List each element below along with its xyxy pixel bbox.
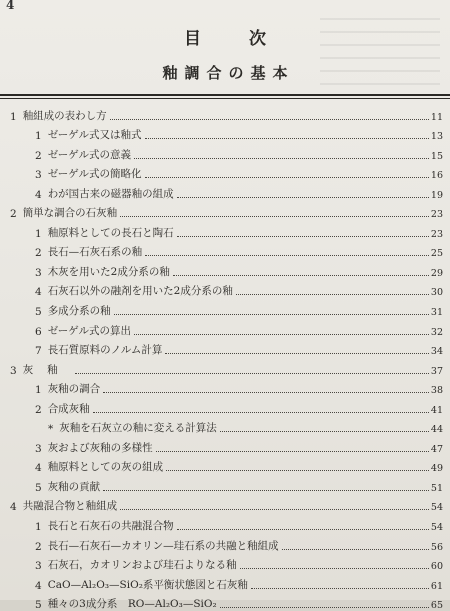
page-title: 目次 bbox=[184, 29, 314, 49]
toc-page-number: 25 bbox=[430, 248, 443, 260]
toc-entry-number: 6 bbox=[35, 325, 42, 338]
toc-entry bbox=[0, 259, 450, 279]
toc-entry bbox=[0, 318, 450, 338]
dot-leader bbox=[236, 293, 429, 295]
toc-entry-title: 長石質原料のノルム計算 bbox=[47, 344, 163, 357]
toc-entry-title: 長石—石灰石—カオリン—珪石系の共融と釉組成 bbox=[47, 539, 279, 552]
toc-entry-number: 2 bbox=[10, 208, 17, 221]
toc-entry bbox=[0, 181, 450, 201]
toc-entry-title: 灰釉の調合 bbox=[47, 383, 101, 396]
toc-page-number: 60 bbox=[430, 561, 443, 573]
dot-leader bbox=[251, 587, 429, 589]
toc-entry-title: 簡単な調合の石灰釉 bbox=[22, 207, 118, 220]
toc-entry-number: 2 bbox=[35, 149, 42, 162]
toc-page-number: 19 bbox=[430, 189, 443, 201]
dot-leader bbox=[177, 528, 429, 530]
toc-entry-title: CaO—Al₂O₃—SiO₂系平衡状態図と石灰釉 bbox=[47, 578, 248, 591]
toc-entry-title: 種々の3成分系 RO—Al₂O₃—SiO₂ bbox=[47, 598, 217, 611]
toc-entry bbox=[0, 533, 450, 553]
toc-entry bbox=[0, 396, 450, 416]
toc-page-number: 47 bbox=[430, 443, 443, 455]
toc-page-number: 23 bbox=[430, 209, 443, 221]
toc-page-number: 49 bbox=[430, 463, 443, 475]
toc-entry-number: 4 bbox=[35, 188, 42, 201]
toc-entry-number: 1 bbox=[35, 384, 42, 397]
toc-entry-title: 木灰を用いた2成分系の釉 bbox=[47, 265, 170, 278]
toc-entry-number: 1 bbox=[10, 110, 17, 123]
toc-page-number: 51 bbox=[430, 482, 443, 494]
toc-page-number: 30 bbox=[430, 287, 443, 299]
dot-leader bbox=[166, 469, 429, 471]
toc-page-number: 34 bbox=[430, 346, 443, 358]
toc-entry-title: 灰釉 bbox=[22, 363, 72, 376]
toc-entry-title: わが国古来の磁器釉の組成 bbox=[47, 187, 174, 200]
toc-entry bbox=[0, 513, 450, 533]
toc-entry-number: 4 bbox=[35, 286, 42, 299]
toc-entry-title: ゼーゲル式又は釉式 bbox=[47, 129, 142, 142]
toc-entry bbox=[0, 201, 450, 221]
dot-leader bbox=[177, 196, 429, 198]
toc-entry bbox=[0, 220, 450, 240]
toc-entry bbox=[0, 474, 450, 494]
toc-entry-number: 3 bbox=[35, 169, 42, 182]
dot-leader bbox=[145, 137, 429, 139]
dot-leader bbox=[134, 333, 429, 335]
toc-page-number: 11 bbox=[430, 111, 443, 123]
toc-entry bbox=[0, 455, 450, 475]
toc-page-number: 37 bbox=[430, 365, 443, 377]
dot-leader bbox=[240, 567, 429, 569]
toc-page-number: 38 bbox=[430, 385, 443, 397]
dot-leader bbox=[103, 489, 429, 491]
corner-page-mark: 4 bbox=[6, 0, 15, 12]
toc-page-number: 23 bbox=[430, 228, 443, 240]
dot-leader bbox=[145, 254, 429, 256]
title-rule-thick bbox=[0, 94, 450, 96]
toc-entry bbox=[0, 240, 450, 260]
toc-entry-number: 3 bbox=[10, 364, 17, 377]
toc-entry bbox=[0, 103, 450, 123]
toc-entry-title: 長石—石灰石系の釉 bbox=[47, 246, 143, 259]
toc-entry bbox=[0, 338, 450, 358]
toc-entry-number: 1 bbox=[35, 227, 42, 240]
toc-entry-number: 1 bbox=[35, 521, 42, 534]
toc-entry-number: 7 bbox=[35, 345, 42, 358]
toc-page-number: 15 bbox=[430, 150, 443, 162]
dot-leader bbox=[177, 235, 429, 237]
toc-entry-title: 釉原料としての長石と陶石 bbox=[47, 226, 174, 239]
toc-entry-number: 2 bbox=[35, 247, 42, 260]
toc-entry-title: 釉原料としての灰の組成 bbox=[47, 461, 164, 474]
toc-entry-number: 4 bbox=[35, 462, 42, 475]
toc-entry-number: 5 bbox=[35, 481, 42, 494]
toc-entry-title: 合成灰釉 bbox=[47, 402, 90, 415]
toc-entry-title: 石灰石，カオリンおよび珪石よりなる釉 bbox=[47, 559, 237, 572]
toc-entry bbox=[0, 494, 450, 514]
toc-entry-title: ゼーゲル式の簡略化 bbox=[47, 168, 142, 181]
dot-leader bbox=[145, 176, 429, 178]
toc-entry-number: * bbox=[48, 423, 54, 436]
toc-entry-title: 共融混合物と釉組成 bbox=[22, 500, 118, 513]
toc-entry-title: 灰および灰釉の多様性 bbox=[47, 441, 153, 454]
toc-page-number: 31 bbox=[430, 307, 443, 319]
dot-leader bbox=[134, 157, 429, 159]
toc-entry-number: 5 bbox=[35, 306, 42, 319]
toc-entry-title: ゼーゲル式の算出 bbox=[47, 324, 132, 337]
toc-entry bbox=[0, 572, 450, 592]
dot-leader bbox=[110, 118, 429, 120]
toc-page-number: 56 bbox=[430, 541, 443, 553]
toc-entry-number: 3 bbox=[35, 560, 42, 573]
toc-entry bbox=[0, 279, 450, 299]
toc-page-number: 41 bbox=[430, 404, 443, 416]
toc-page-number: 54 bbox=[430, 522, 443, 534]
toc-page-number: 44 bbox=[430, 424, 443, 436]
dot-leader bbox=[75, 372, 429, 374]
dot-leader bbox=[120, 508, 429, 510]
toc-entry-title: 灰釉の貢献 bbox=[47, 480, 101, 493]
title-rule-thin bbox=[0, 98, 450, 99]
toc-entry bbox=[0, 377, 450, 397]
toc-entry-title: 石灰石以外の融剤を用いた2成分系の釉 bbox=[47, 285, 233, 298]
toc-entry bbox=[0, 592, 450, 611]
toc-entry bbox=[0, 162, 450, 182]
toc-entry bbox=[0, 435, 450, 455]
toc-entry-title: 釉組成の表わし方 bbox=[22, 109, 107, 122]
toc-entry bbox=[0, 357, 450, 377]
dot-leader bbox=[220, 430, 429, 432]
toc-page-number: 16 bbox=[430, 170, 443, 182]
dot-leader bbox=[103, 391, 429, 393]
toc-entry-title: 多成分系の釉 bbox=[47, 305, 111, 318]
toc-entry-number: 5 bbox=[35, 599, 42, 611]
toc-entry bbox=[0, 142, 450, 162]
toc-page-number: 13 bbox=[430, 131, 443, 143]
dot-leader bbox=[282, 548, 429, 550]
toc-entry-number: 4 bbox=[35, 579, 42, 592]
toc-entry bbox=[0, 123, 450, 143]
toc-entry bbox=[0, 298, 450, 318]
dot-leader bbox=[93, 411, 429, 413]
dot-leader bbox=[165, 352, 429, 354]
dot-leader bbox=[114, 313, 429, 315]
toc-entry-title: ゼーゲル式の意義 bbox=[47, 148, 132, 161]
toc-entry-title: 灰釉を石灰立の釉に変える計算法 bbox=[59, 422, 217, 435]
toc-entry-number: 1 bbox=[35, 130, 42, 143]
toc-entry bbox=[0, 553, 450, 573]
toc-page-number: 65 bbox=[430, 600, 443, 611]
toc-entry-number: 3 bbox=[35, 442, 42, 455]
dot-leader bbox=[173, 274, 429, 276]
dot-leader bbox=[156, 450, 429, 452]
toc-entry-title: 長石と石灰石の共融混合物 bbox=[47, 520, 174, 533]
toc-entry-number: 3 bbox=[35, 266, 42, 279]
toc-entry bbox=[0, 416, 450, 436]
toc-entry-number: 2 bbox=[35, 403, 42, 416]
section-subtitle: 釉調合の基本 bbox=[162, 64, 295, 82]
toc-page-number: 61 bbox=[430, 580, 443, 592]
dot-leader bbox=[220, 606, 429, 608]
dot-leader bbox=[120, 215, 429, 217]
toc-page-number: 32 bbox=[430, 326, 443, 338]
toc-entry-number: 2 bbox=[35, 540, 42, 553]
table-of-contents bbox=[0, 103, 450, 611]
toc-page-number: 54 bbox=[430, 502, 443, 514]
toc-page-number: 29 bbox=[430, 267, 443, 279]
toc-entry-number: 4 bbox=[10, 501, 17, 514]
